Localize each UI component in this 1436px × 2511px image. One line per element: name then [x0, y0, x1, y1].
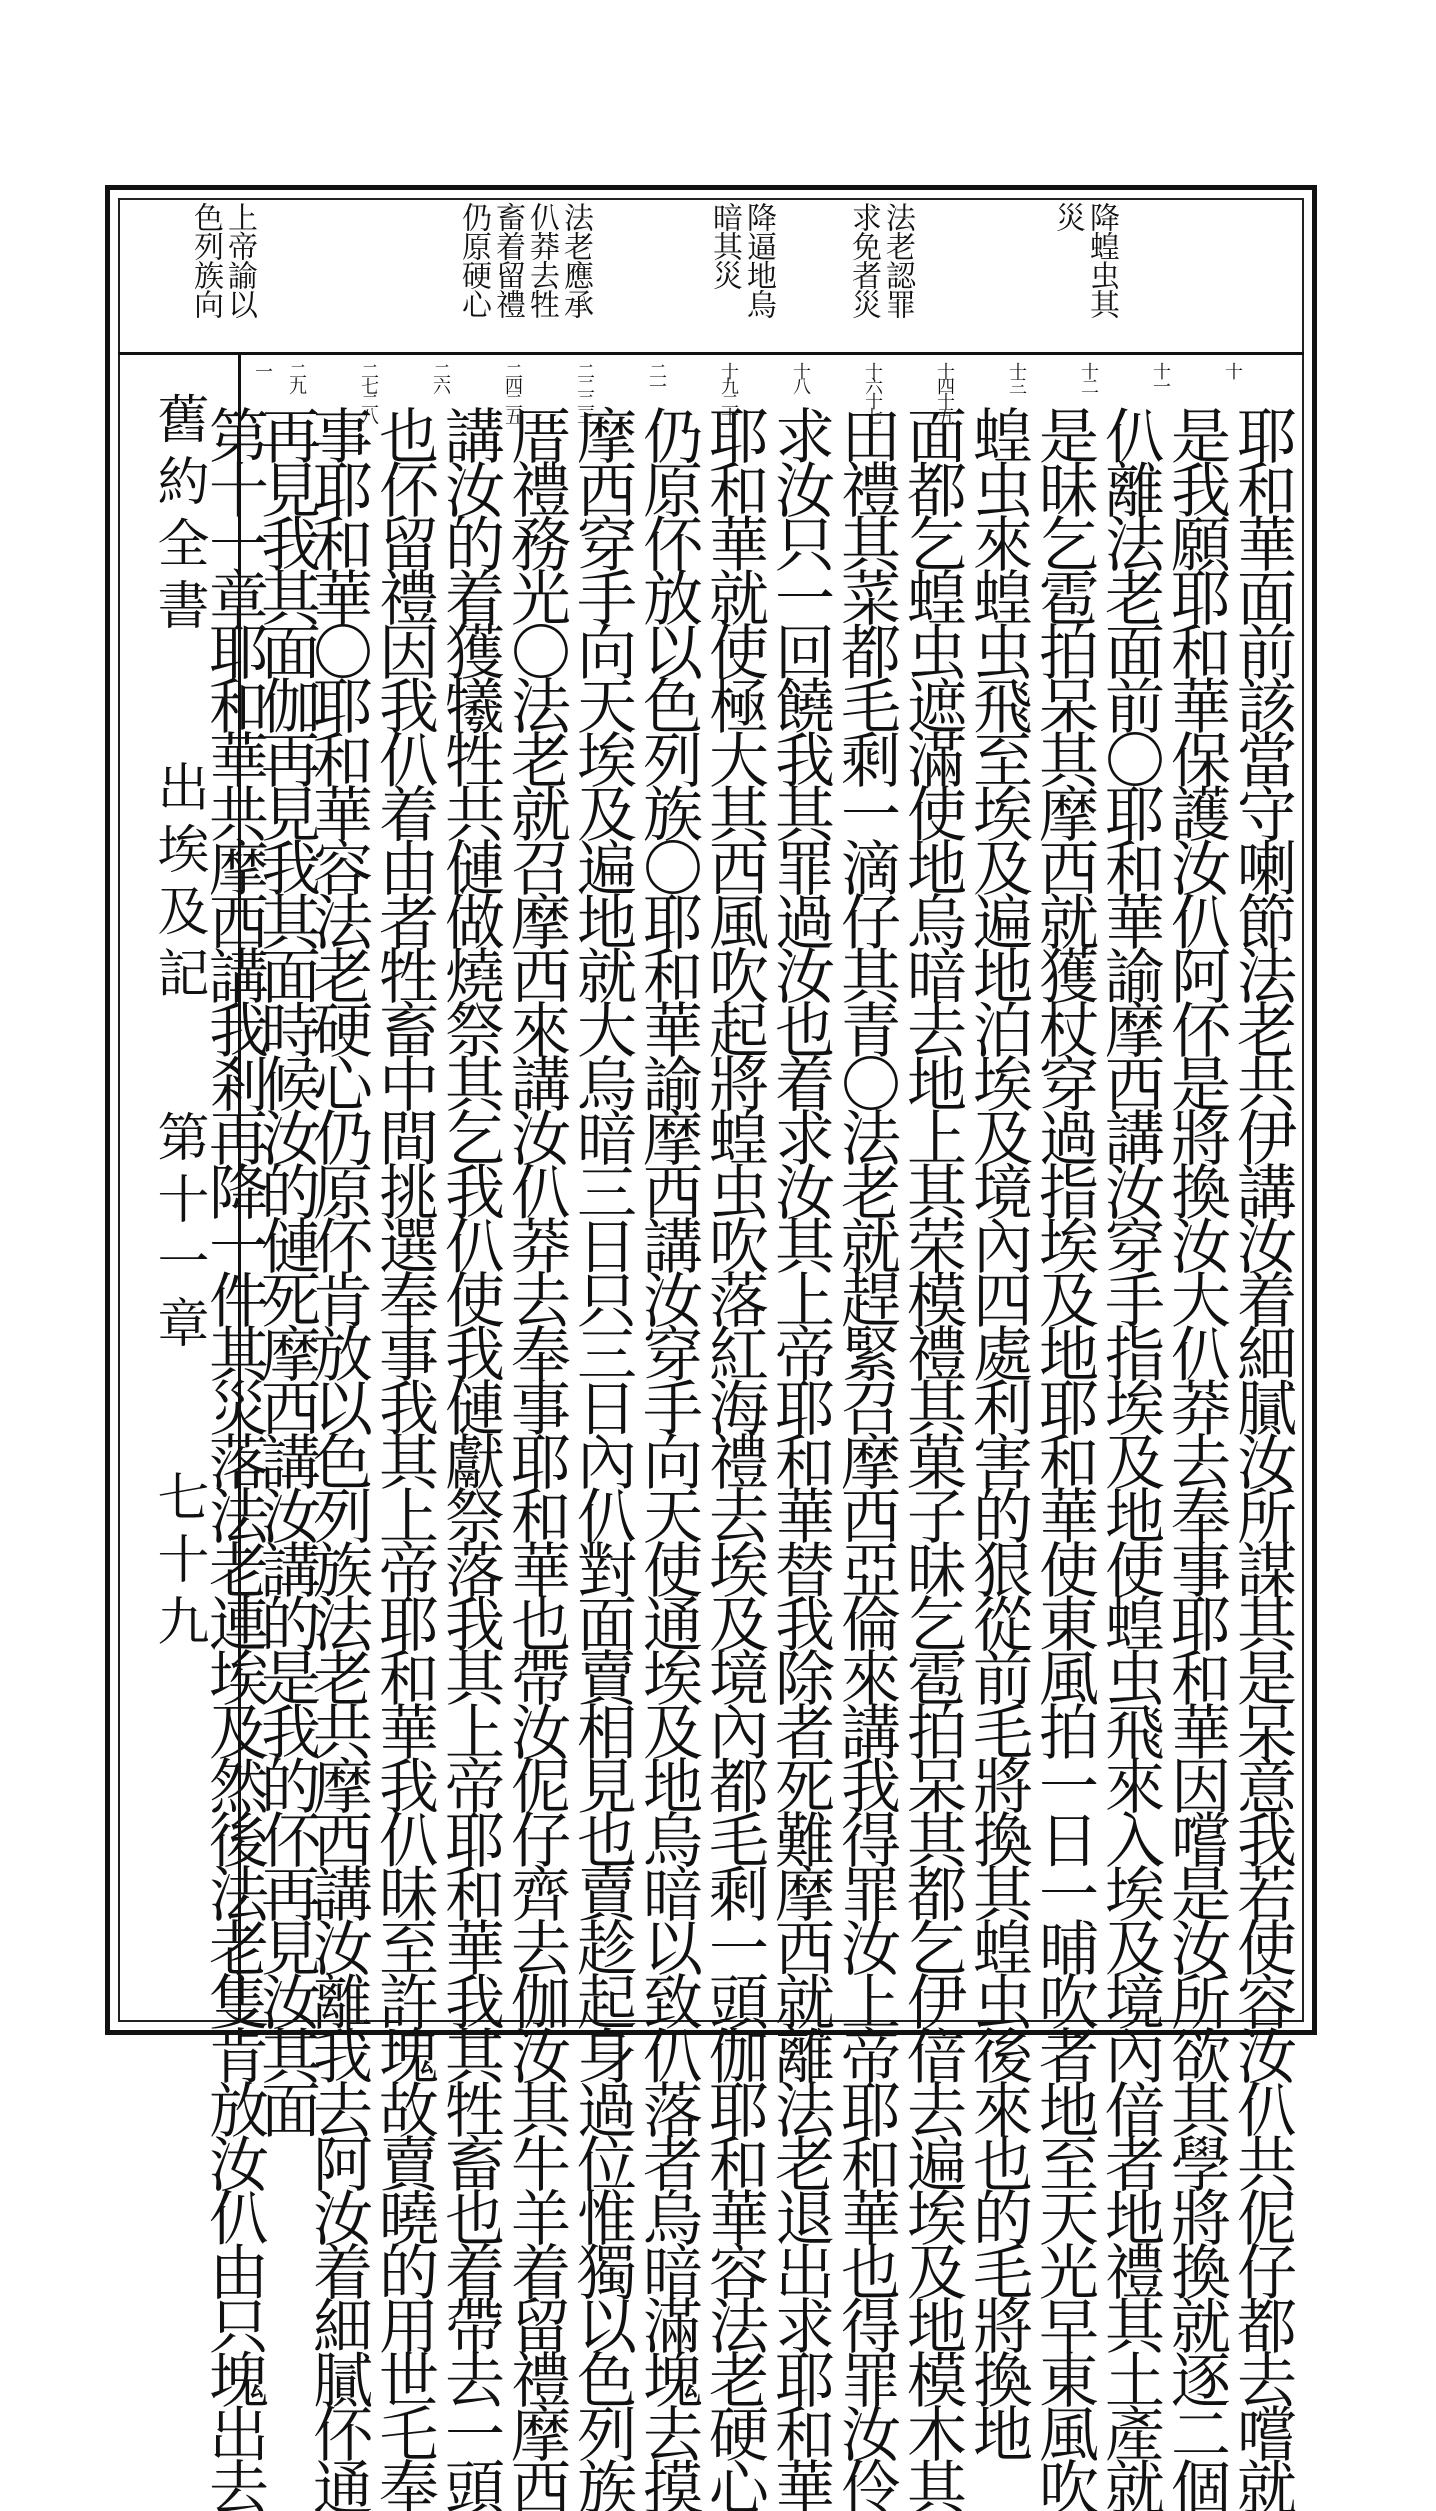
text-column: 面都乞蝗虫遮滿使地烏暗去地上其荣模禮其菓子昧乞雹拍呆其都乞伊偣去遍埃及地模木其: [897, 405, 967, 2511]
header-note-3-line-2: 暗其災: [707, 202, 742, 289]
header-note-2-line-2: 求免者災: [846, 202, 881, 318]
book-title: 舊約全書: [148, 392, 208, 640]
verse-range: 十三: [1006, 362, 1027, 392]
text-column: 講汝的着獲犧牲共僆做燒祭其乞我仈使我僆獻祭落我其上帝耶和華我其牲畜也着帶去一頭: [435, 405, 505, 2511]
page-number: 七十九: [148, 1470, 208, 1656]
text-column: 耶和華面前該當守喇節法老共伊講汝着細膩汝所謀其是呆意我若使容汝仈共伲仔都去嚐就: [1227, 405, 1297, 2511]
header-note-5-line-2: 色列族向: [188, 202, 223, 318]
verse-range: 二二二三: [574, 362, 595, 422]
verse-range: 二九: [286, 362, 307, 392]
text-column: 事耶和華〇耶和華容法老硬心仍原伓肯放以色列族法老共摩西講汝離我去阿汝着細膩伓通: [303, 405, 373, 2511]
verse-range: 十二: [1078, 362, 1099, 392]
verse-range: 二七二八: [358, 362, 379, 422]
text-column: 是昧乞雹拍呆其摩西就獲杖穿過指埃及地耶和華使東風拍一日一晡吹者地至天光早東風吹: [1029, 405, 1099, 2511]
header-divider: [118, 352, 1304, 355]
verse-range: 十一: [1150, 362, 1171, 392]
text-column: 耶和華就使極大其西風吹起將蝗虫吹落紅海禮去埃及境內都毛剩一頭伽耶和華容法老硬心: [699, 405, 769, 2511]
header-note-4-line-2: 仈莽去牲: [524, 202, 559, 318]
header-note-4-line-4: 仍原硬心: [456, 202, 491, 318]
verse-range: 十六十七: [862, 362, 883, 422]
verse-range: 十九二十: [718, 362, 739, 422]
text-column: 仈離法老面前〇耶和華諭摩西講汝穿手指埃及地使蝗虫飛來入埃及境內偣者地禮其土產就: [1095, 405, 1165, 2511]
verse-range: 二一: [646, 362, 667, 392]
text-column: 再見我其面伽再見我其面時候汝的僆死摩西講汝講的是我的伓再見汝其面: [251, 405, 321, 2133]
text-column: 蝗虫來蝗虫飛至埃及遍地泊埃及境內四處利害的狠從前毛將換其蝗虫後來也的毛將換地: [963, 405, 1033, 2457]
verse-range: 二四二五: [502, 362, 523, 422]
header-note-3-line-1: 降逼地烏: [741, 202, 776, 318]
text-column: 是我願耶和華保護汝仈阿伓是將換汝大仈莽去奉事耶和華因嚐是汝所欲其學將換就逐二個: [1161, 405, 1231, 2511]
text-column: 厝禮務光〇法老就召摩西來講汝仈莽去奉事耶和華也帶汝伲仔齊去伽汝其牛羊着留禮摩西: [501, 405, 571, 2511]
text-column: 田禮其菜都毛剩一滴仔其青〇法老就趕緊召摩西亞倫來講我得罪汝上帝耶和華也得罪汝伶: [831, 405, 901, 2511]
verse-range: 二六: [430, 362, 451, 392]
header-note-4-line-1: 法老應承: [558, 202, 593, 318]
section-title: 出埃及記: [148, 760, 208, 1008]
header-note-4-line-3: 畜着留禮: [490, 202, 525, 318]
verse-range: 一: [252, 362, 273, 377]
verse-range: 十八: [790, 362, 811, 392]
header-note-5-line-1: 上帝諭以: [222, 202, 257, 318]
verse-range: 十: [1222, 362, 1243, 377]
text-column: 第十一章耶和華共摩西講我剎再降一件其災落法老連埃及然後法老隻肯放汝仈由只塊出去: [199, 405, 269, 2511]
text-column: 求汝只一回饒我其罪過汝也着求汝其上帝耶和華替我除者死難摩西就離法老退出求耶和華: [765, 405, 835, 2511]
chapter-label: 第十一章: [148, 1110, 208, 1358]
text-column: 仍原伓放以色列族〇耶和華諭摩西講汝穿手向天使通埃及地烏暗以致仈落者烏暗滿塊去摸: [633, 405, 703, 2511]
header-note-1-line-1: 降蝗虫其: [1084, 202, 1119, 318]
verse-range: 十四十五: [934, 362, 955, 422]
text-column: 摩西穿手向天埃及遍地就大烏暗三日只三日內仈對面賣相見也賣趁起身過位惟獨以色列族: [567, 405, 637, 2511]
header-note-2-line-1: 法老認罪: [880, 202, 915, 318]
header-note-1-line-2: 災: [1050, 202, 1085, 231]
text-column: 也伓留禮因我仈着由者牲畜中間挑選奉事我其上帝耶和華我仈昧至許塊故賣曉的用世乇奉: [369, 405, 439, 2511]
